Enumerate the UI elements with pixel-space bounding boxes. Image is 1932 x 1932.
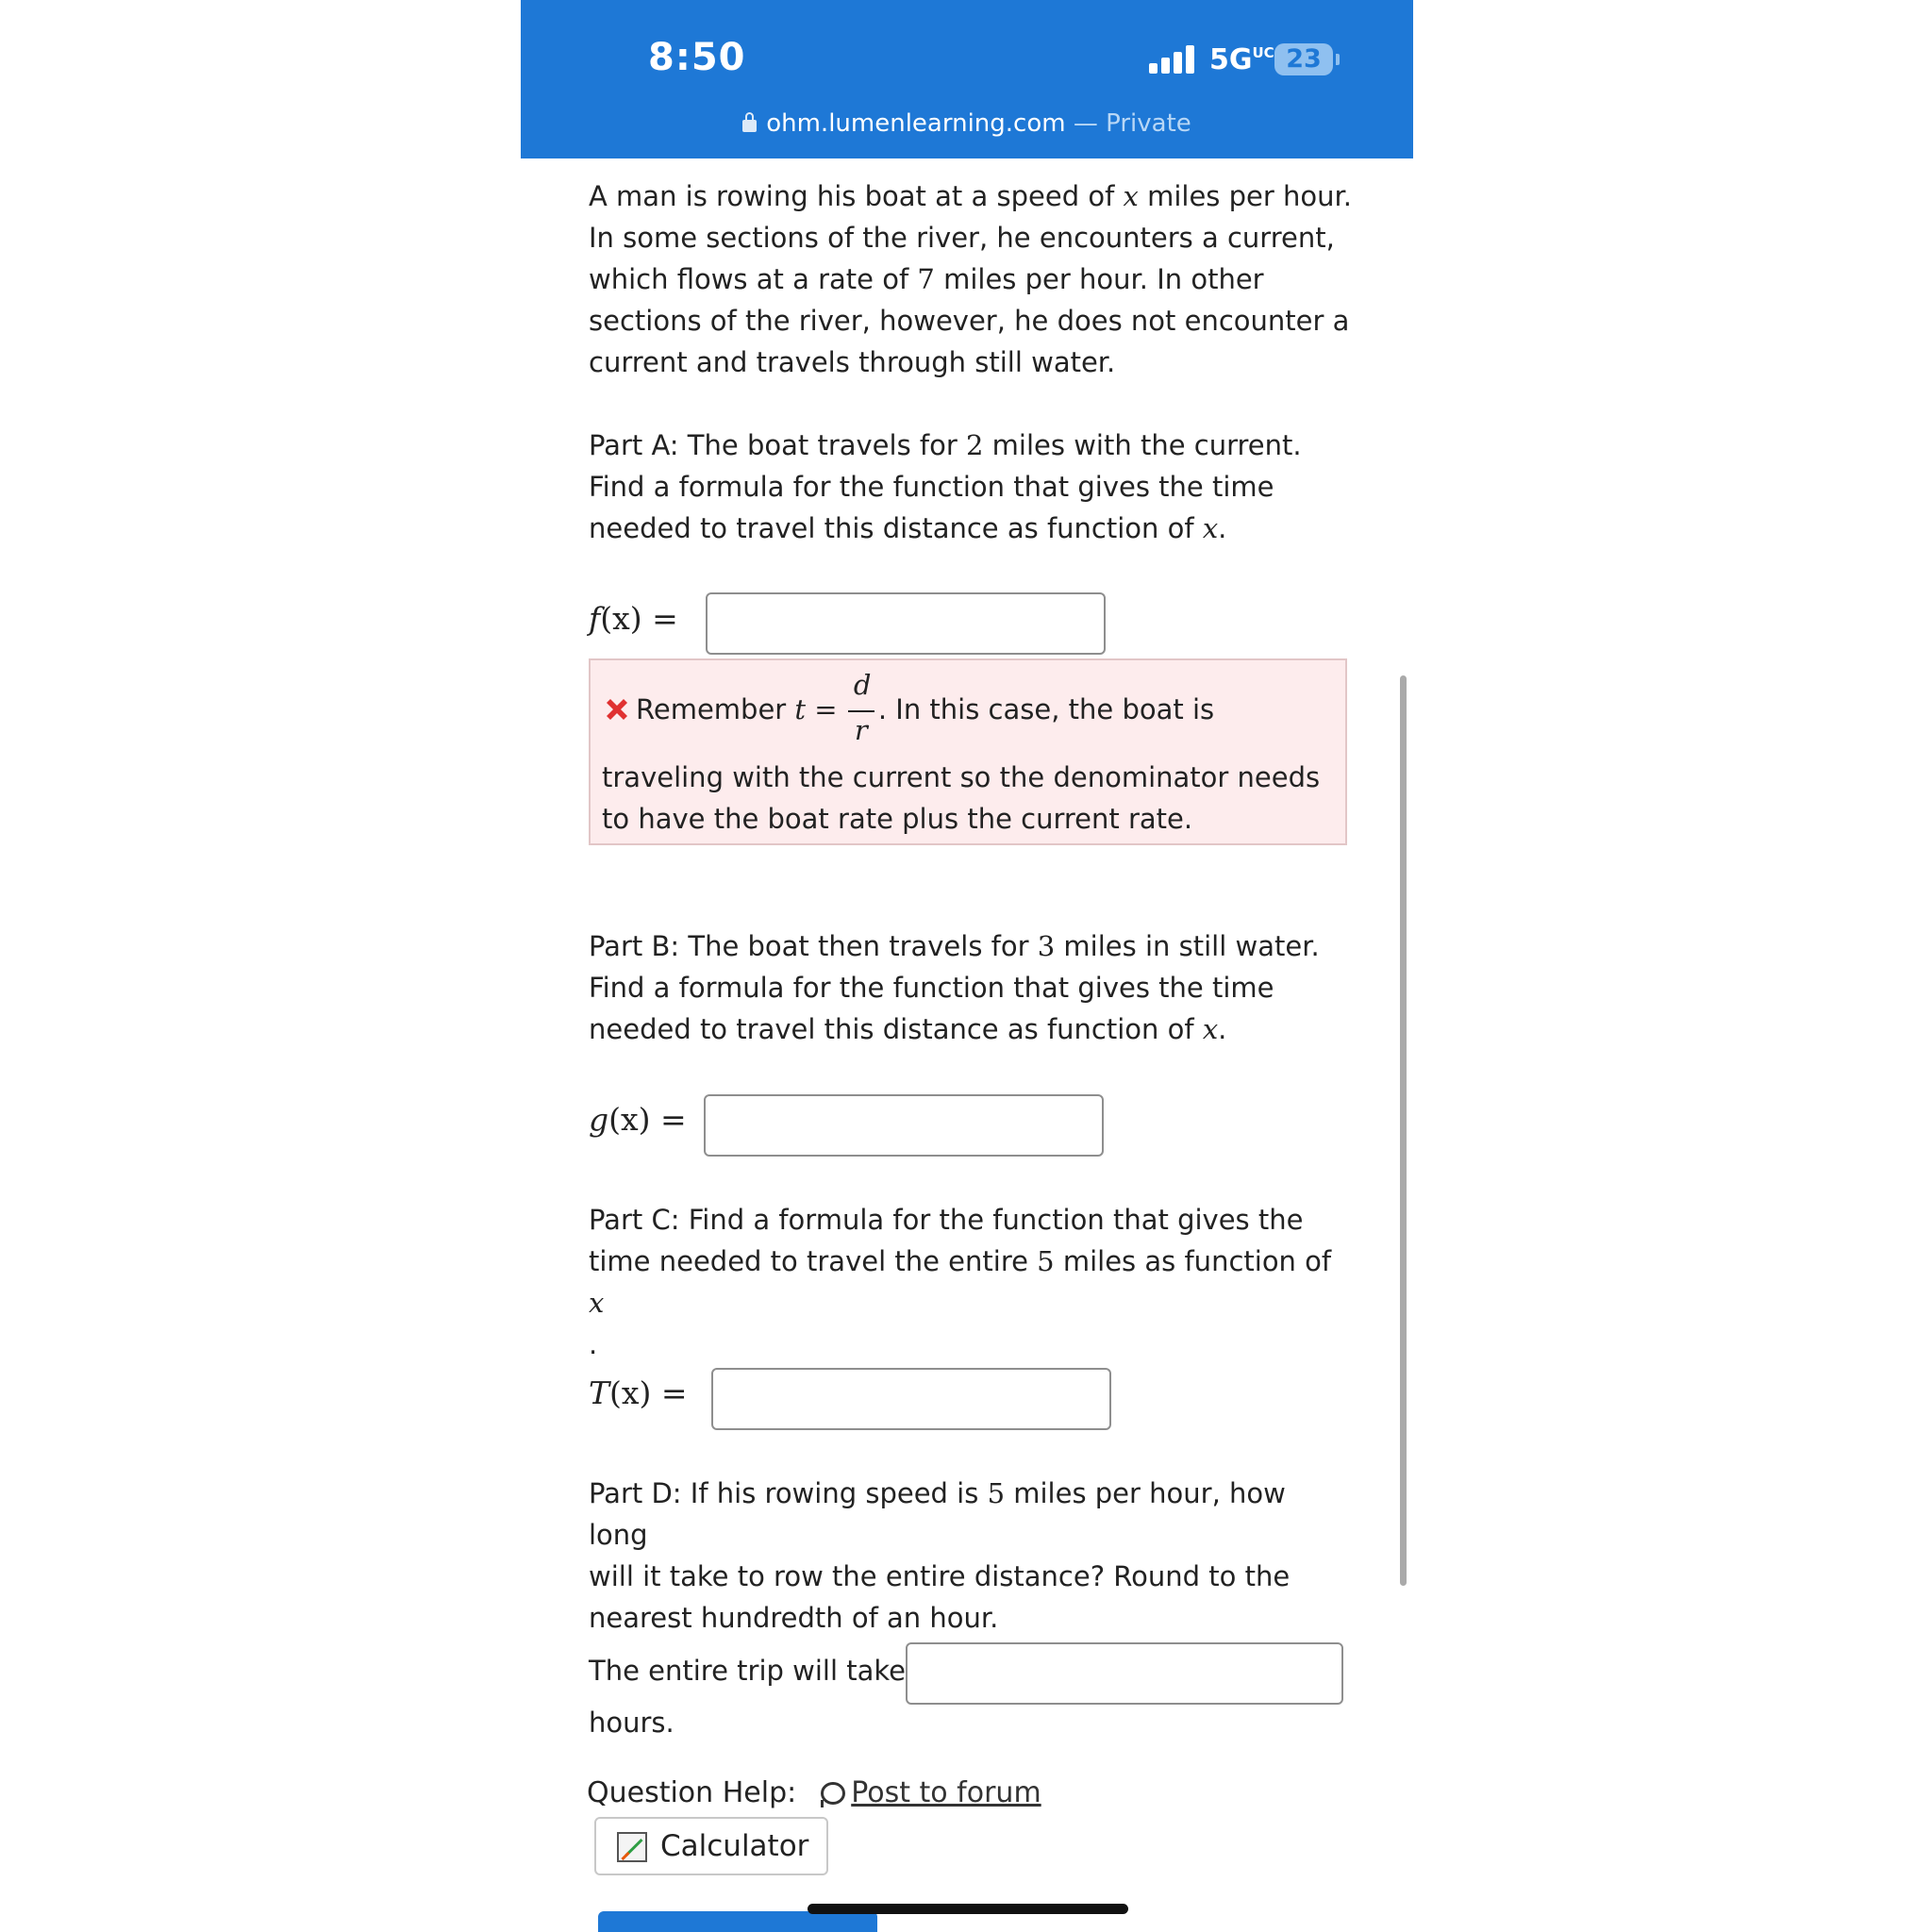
post-to-forum-link[interactable]: Post to forum <box>851 1776 1041 1809</box>
phone-screen <box>521 0 1413 1932</box>
part-b-text: Part B: The boat then travels for 3 miles in still water. Find a formula for the function that gives the time needed to travel this distance as function of x. <box>589 930 1320 1045</box>
part-d-answer-suffix: hours. <box>589 1707 675 1739</box>
network-indicator: $5G^{UC}$ <box>1209 43 1274 76</box>
battery-tip <box>1336 54 1340 65</box>
battery-icon: 23 <box>1274 43 1333 75</box>
submit-button-peek[interactable] <box>598 1911 877 1932</box>
g-equation-label: g(x) = <box>589 1101 687 1138</box>
fraction-d-over-r: $\frac{d}{r}$ <box>848 691 876 732</box>
part-a-text: Part A: The boat travels for 2 miles with the current. Find a formula for the function that gives the time needed to travel this distance as function of x. <box>589 429 1302 544</box>
t-equation-label: T(x) = <box>589 1374 688 1411</box>
hint-first-line: Remember t = $\frac{d}{r}$ . In this case, the boat is <box>636 669 1215 746</box>
home-indicator[interactable] <box>808 1904 1128 1914</box>
status-time: 8:50 <box>648 36 746 79</box>
url-private-label: Private <box>1106 109 1191 138</box>
calculator-button[interactable] <box>594 1817 828 1875</box>
calculator-label: Calculator <box>660 1829 809 1863</box>
url-separator: — <box>1065 109 1107 138</box>
hint-feedback-box <box>589 658 1347 845</box>
url-domain: ohm.lumenlearning.com <box>766 109 1066 138</box>
problem-intro: A man is rowing his boat at a speed of x miles per hour. In some sections of the river, he encounters a current, which flows at a rate of 7 miles per hour. In other sections of the river, however, he does not encounter a current and travels through still water. <box>589 180 1352 378</box>
t-answer-input[interactable] <box>711 1368 1111 1430</box>
f-equation-label: f(x) = <box>589 600 678 637</box>
signal-icon <box>1149 45 1196 74</box>
scrollbar[interactable] <box>1400 675 1407 1586</box>
question-help-label: Question Help: <box>587 1776 797 1809</box>
part-d-answer-prefix: The entire trip will take <box>589 1655 906 1687</box>
status-and-url-bar <box>521 0 1413 158</box>
url-bar[interactable] <box>521 109 1413 138</box>
question-help <box>587 1773 1041 1814</box>
f-answer-input[interactable] <box>706 592 1106 655</box>
hint-explanation: traveling with the current so the denominator needs to have the boat rate plus the current rate. <box>602 761 1321 835</box>
part-c-text: Part C: Find a formula for the function that gives the time needed to travel the entire 5 miles as function of x . <box>589 1204 1332 1360</box>
g-answer-input[interactable] <box>704 1094 1104 1157</box>
error-x-icon <box>602 694 632 724</box>
calculator-icon <box>617 1832 647 1862</box>
trip-hours-input[interactable] <box>906 1642 1343 1705</box>
comment-icon <box>821 1782 845 1805</box>
part-d-text: Part D: If his rowing speed is 5 miles per hour, how long will it take to row the entire distance? Round to the nearest hundredth of an hour. <box>589 1477 1291 1634</box>
lock-icon <box>742 120 757 132</box>
